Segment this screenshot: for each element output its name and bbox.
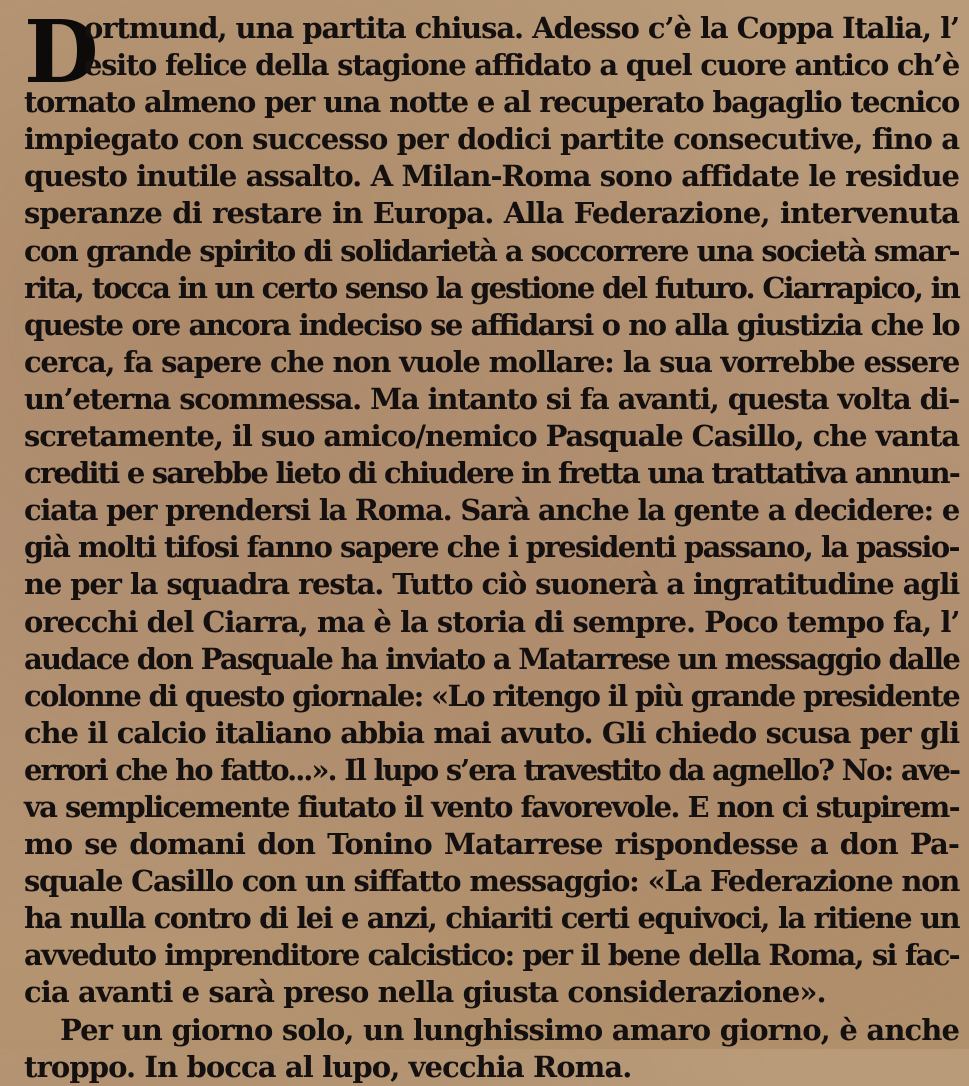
text-line: con grande spirito di solidarietà a soccorrere una società smar- [24, 233, 959, 268]
text-line: questo inutile assalto. A Milan-Roma sono affidate le residue [24, 159, 959, 194]
text-line: scretamente, il suo amico/nemico Pasquale Casillo, che vanta [24, 419, 959, 454]
text-line: queste ore ancora indeciso se affidarsi o no alla giustizia che lo [24, 307, 959, 342]
text-line: un’eterna scommessa. Ma intanto si fa avanti, questa volta di- [24, 381, 959, 416]
text-line: rita, tocca in un certo senso la gestione del futuro. Ciarrapico, in [24, 270, 959, 305]
text-line: mo se domani don Tonino Matarrese rispondesse a don Pa- [24, 827, 959, 862]
text-line: troppo. In bocca al lupo, vecchia Roma. [24, 1049, 632, 1084]
article-paragraph-1 [24, 2, 960, 1012]
text-line: colonne di questo giornale: «Lo ritengo il più grande presidente [24, 678, 959, 713]
text-line: cerca, fa sapere che non vuole mollare: la sua vorrebbe essere [24, 344, 959, 379]
article-paragraph-2 [24, 1012, 959, 1086]
text-line: crediti e sarebbe lieto di chiudere in fretta una trattativa annun- [24, 456, 959, 491]
text-line: che il calcio italiano abbia mai avuto. Gli chiedo scusa per gli [24, 715, 959, 750]
article-body [24, 2, 960, 1086]
text-line: tornato almeno per una notte e al recuperato bagaglio tecnico [24, 85, 959, 120]
text-line: esito felice della stagione affidato a quel cuore antico ch’è [84, 48, 959, 83]
text-line: cia avanti e sarà preso nella giusta considerazione». [24, 975, 826, 1010]
text-line: ha nulla contro di lei e anzi, chiariti certi equivoci, la ritiene un [24, 901, 959, 936]
text-line: squale Casillo con un siffatto messaggio: «La Federazione non [24, 864, 959, 899]
text-line: ne per la squadra resta. Tutto ciò suonerà a ingratitudine agli [24, 567, 959, 602]
text-line: ciata per prendersi la Roma. Sarà anche la gente a decidere: e [24, 493, 959, 528]
text-line: Per un giorno solo, un lunghissimo amaro giorno, è anche [60, 1012, 959, 1047]
text-line: errori che ho fatto...». Il lupo s’era travestito da agnello? No: ave- [24, 752, 959, 787]
text-line: speranze di restare in Europa. Alla Federazione, intervenuta [24, 196, 959, 231]
drop-cap: D [24, 2, 99, 103]
text-line: orecchi del Ciarra, ma è la storia di sempre. Poco tempo fa, l’ [24, 604, 960, 639]
text-line: ortmund, una partita chiusa. Adesso c’è la Coppa Italia, l’ [84, 11, 959, 45]
text-line: audace don Pasquale ha inviato a Matarrese un messaggio dalle [24, 641, 959, 676]
text-line: già molti tifosi fanno sapere che i presidenti passano, la passio- [24, 530, 959, 565]
text-line: impiegato con successo per dodici partite consecutive, fino a [24, 122, 959, 157]
text-line: avveduto imprenditore calcistico: per il bene della Roma, si fac- [24, 938, 959, 973]
text-line: va semplicemente fiutato il vento favorevole. E non ci stupirem- [24, 789, 959, 824]
